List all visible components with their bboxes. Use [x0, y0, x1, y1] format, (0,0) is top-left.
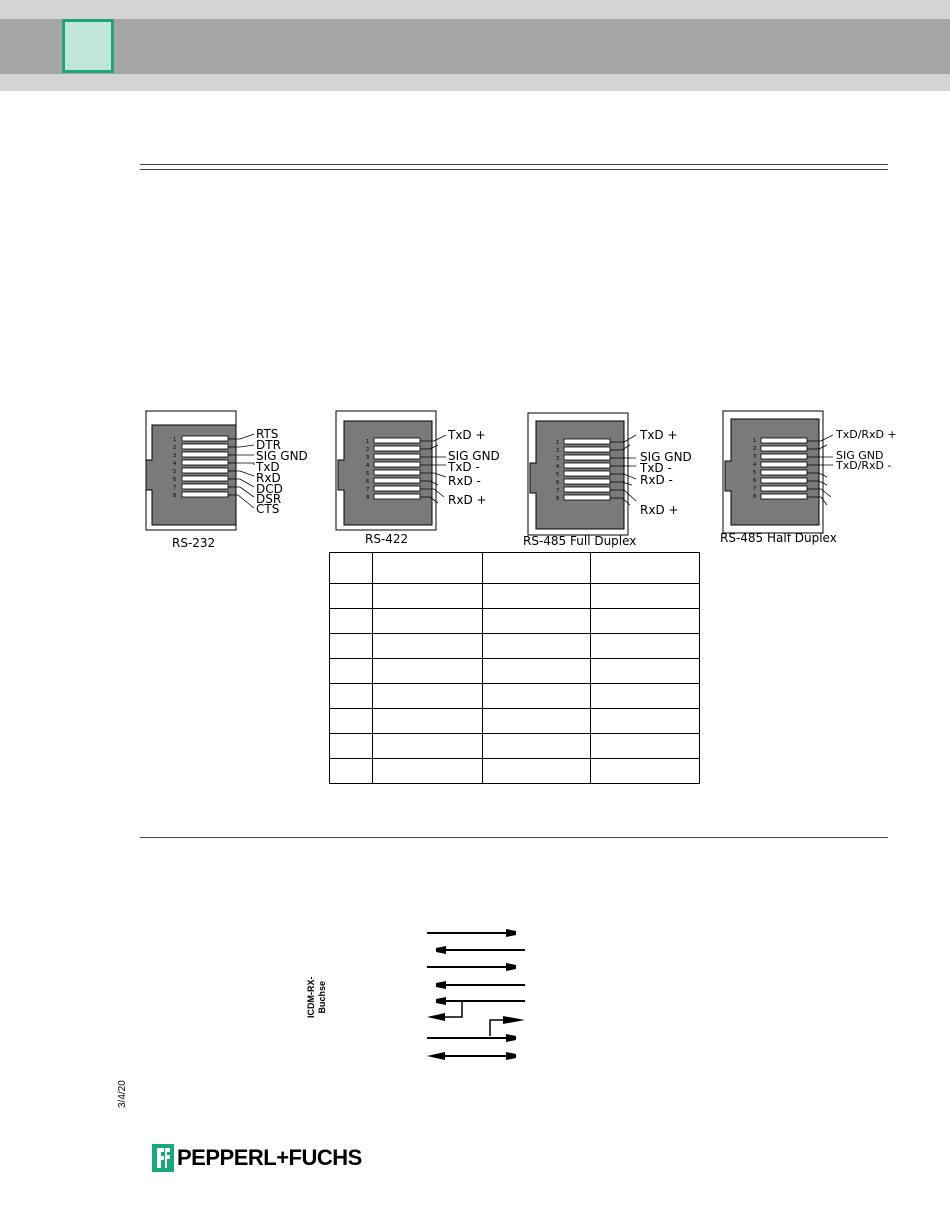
table-cell: [372, 659, 482, 684]
signal-label: RxD: [256, 471, 281, 485]
section-rule-top: [140, 164, 888, 165]
connector-caption: RS-485 Half Duplex: [720, 531, 837, 545]
table-row: [330, 634, 700, 659]
signal-label: RxD -: [640, 473, 673, 487]
pin-number: 7: [753, 486, 757, 492]
pin-number: 7: [556, 488, 560, 494]
table-row: [330, 553, 700, 584]
table-cell: [482, 553, 591, 584]
signal-label: TxD: [256, 460, 280, 474]
brand-name: PEPPERL+FUCHS: [177, 1145, 362, 1170]
signal-label: TxD/RxD -: [836, 459, 892, 472]
connector-caption: RS-232: [172, 536, 216, 550]
pin-number: 6: [753, 478, 757, 484]
signal-label: TxD -: [448, 460, 480, 474]
pin-number: 4: [556, 464, 560, 470]
table-cell: [330, 759, 373, 784]
table-cell: [591, 709, 700, 734]
table-row: [330, 659, 700, 684]
table-cell: [591, 659, 700, 684]
table-cell: [330, 553, 373, 584]
table-row: [330, 734, 700, 759]
signal-label: SIG GND: [640, 450, 692, 464]
pin-number: 5: [173, 469, 177, 475]
section-rule-top-2: [140, 169, 888, 170]
pin-number: 7: [366, 487, 370, 493]
table-cell: [482, 759, 591, 784]
header-band-top: [0, 0, 950, 19]
signal-label: RxD +: [448, 493, 487, 507]
table-cell: [330, 734, 373, 759]
table-cell: [372, 634, 482, 659]
pin-number: 8: [556, 496, 560, 502]
connector-rs232-diagram: [140, 405, 320, 550]
table-cell: [482, 659, 591, 684]
pin-number: 8: [366, 495, 370, 501]
pin-number: 7: [173, 485, 177, 491]
pin-number: 4: [753, 462, 757, 468]
icdm-label-line1: ICDM-RX-: [306, 976, 316, 1018]
pin-number: 3: [173, 453, 177, 459]
signal-label: TxD +: [640, 428, 678, 442]
table-cell: [482, 634, 591, 659]
signal-label: SIG GND: [448, 449, 500, 463]
pin-number: 2: [556, 448, 560, 454]
table-cell: [330, 659, 373, 684]
table-cell: [591, 759, 700, 784]
table-row: [330, 584, 700, 609]
pin-number: 2: [173, 445, 177, 451]
table-cell: [591, 684, 700, 709]
table-cell: [482, 684, 591, 709]
chapter-tab[interactable]: [62, 19, 114, 73]
signal-label: RTS: [256, 427, 279, 441]
signal-direction-diagram: [420, 922, 535, 1067]
table-cell: [372, 734, 482, 759]
signal-label: DTR: [256, 438, 281, 452]
header-band-bottom: [0, 74, 950, 91]
pin-number: 1: [366, 439, 370, 445]
pin-number: 5: [753, 470, 757, 476]
brand-logo: [152, 1144, 362, 1172]
pin-number: 1: [556, 440, 560, 446]
signal-label: SIG GND: [256, 449, 308, 463]
table-cell: [591, 584, 700, 609]
table-cell: [330, 684, 373, 709]
table-row: [330, 709, 700, 734]
signal-label: SIG GND: [836, 449, 884, 462]
header-band: [0, 19, 950, 74]
pin-number: 6: [366, 479, 370, 485]
section-rule-bottom: [140, 837, 888, 838]
connector-caption: RS-422: [365, 532, 409, 546]
table-cell: [591, 553, 700, 584]
table-cell: [591, 734, 700, 759]
table-row: [330, 759, 700, 784]
table-cell: [372, 709, 482, 734]
signal-label: DSR: [256, 492, 282, 506]
page-date: 3/4/20: [117, 1080, 128, 1108]
connector-caption: RS-485 Full Duplex: [523, 534, 637, 548]
pin-number: 2: [753, 446, 757, 452]
pin-number: 1: [173, 437, 177, 443]
pin-assignment-table: [329, 552, 700, 784]
connector-rs485-half-diagram: [715, 405, 890, 550]
pin-number: 4: [366, 463, 370, 469]
table-cell: [330, 634, 373, 659]
pin-number: 3: [556, 456, 560, 462]
table-cell: [482, 584, 591, 609]
pin-number: 5: [556, 472, 560, 478]
table-cell: [330, 709, 373, 734]
pin-number: 3: [753, 454, 757, 460]
table-cell: [482, 709, 591, 734]
icdm-socket-label: [306, 977, 328, 1019]
pin-number: 8: [753, 494, 757, 500]
table-row: [330, 609, 700, 634]
table-cell: [330, 584, 373, 609]
signal-label: TxD -: [640, 461, 672, 475]
pin-number: 2: [366, 447, 370, 453]
table-cell: [591, 634, 700, 659]
pin-number: 5: [366, 471, 370, 477]
signal-label: TxD/RxD +: [836, 428, 897, 441]
table-cell: [372, 684, 482, 709]
signal-label: RxD -: [448, 474, 481, 488]
pin-number: 6: [173, 477, 177, 483]
pin-number: 1: [753, 438, 757, 444]
pin-number: 4: [173, 461, 177, 467]
icdm-label-line2: Buchse: [317, 981, 327, 1014]
signal-label: RxD +: [640, 503, 679, 517]
table-cell: [372, 759, 482, 784]
table-cell: [591, 609, 700, 634]
pin-number: 3: [366, 455, 370, 461]
signal-label: TxD +: [448, 428, 486, 442]
pin-number: 6: [556, 480, 560, 486]
signal-label: DCD: [256, 482, 283, 496]
table-cell: [372, 609, 482, 634]
table-cell: [330, 609, 373, 634]
table-cell: [482, 609, 591, 634]
pin-number: 8: [173, 493, 177, 499]
table-cell: [372, 553, 482, 584]
table-cell: [372, 584, 482, 609]
signal-label: CTS: [256, 502, 280, 516]
brand-mark-icon: [152, 1144, 174, 1172]
table-row: [330, 684, 700, 709]
table-cell: [482, 734, 591, 759]
